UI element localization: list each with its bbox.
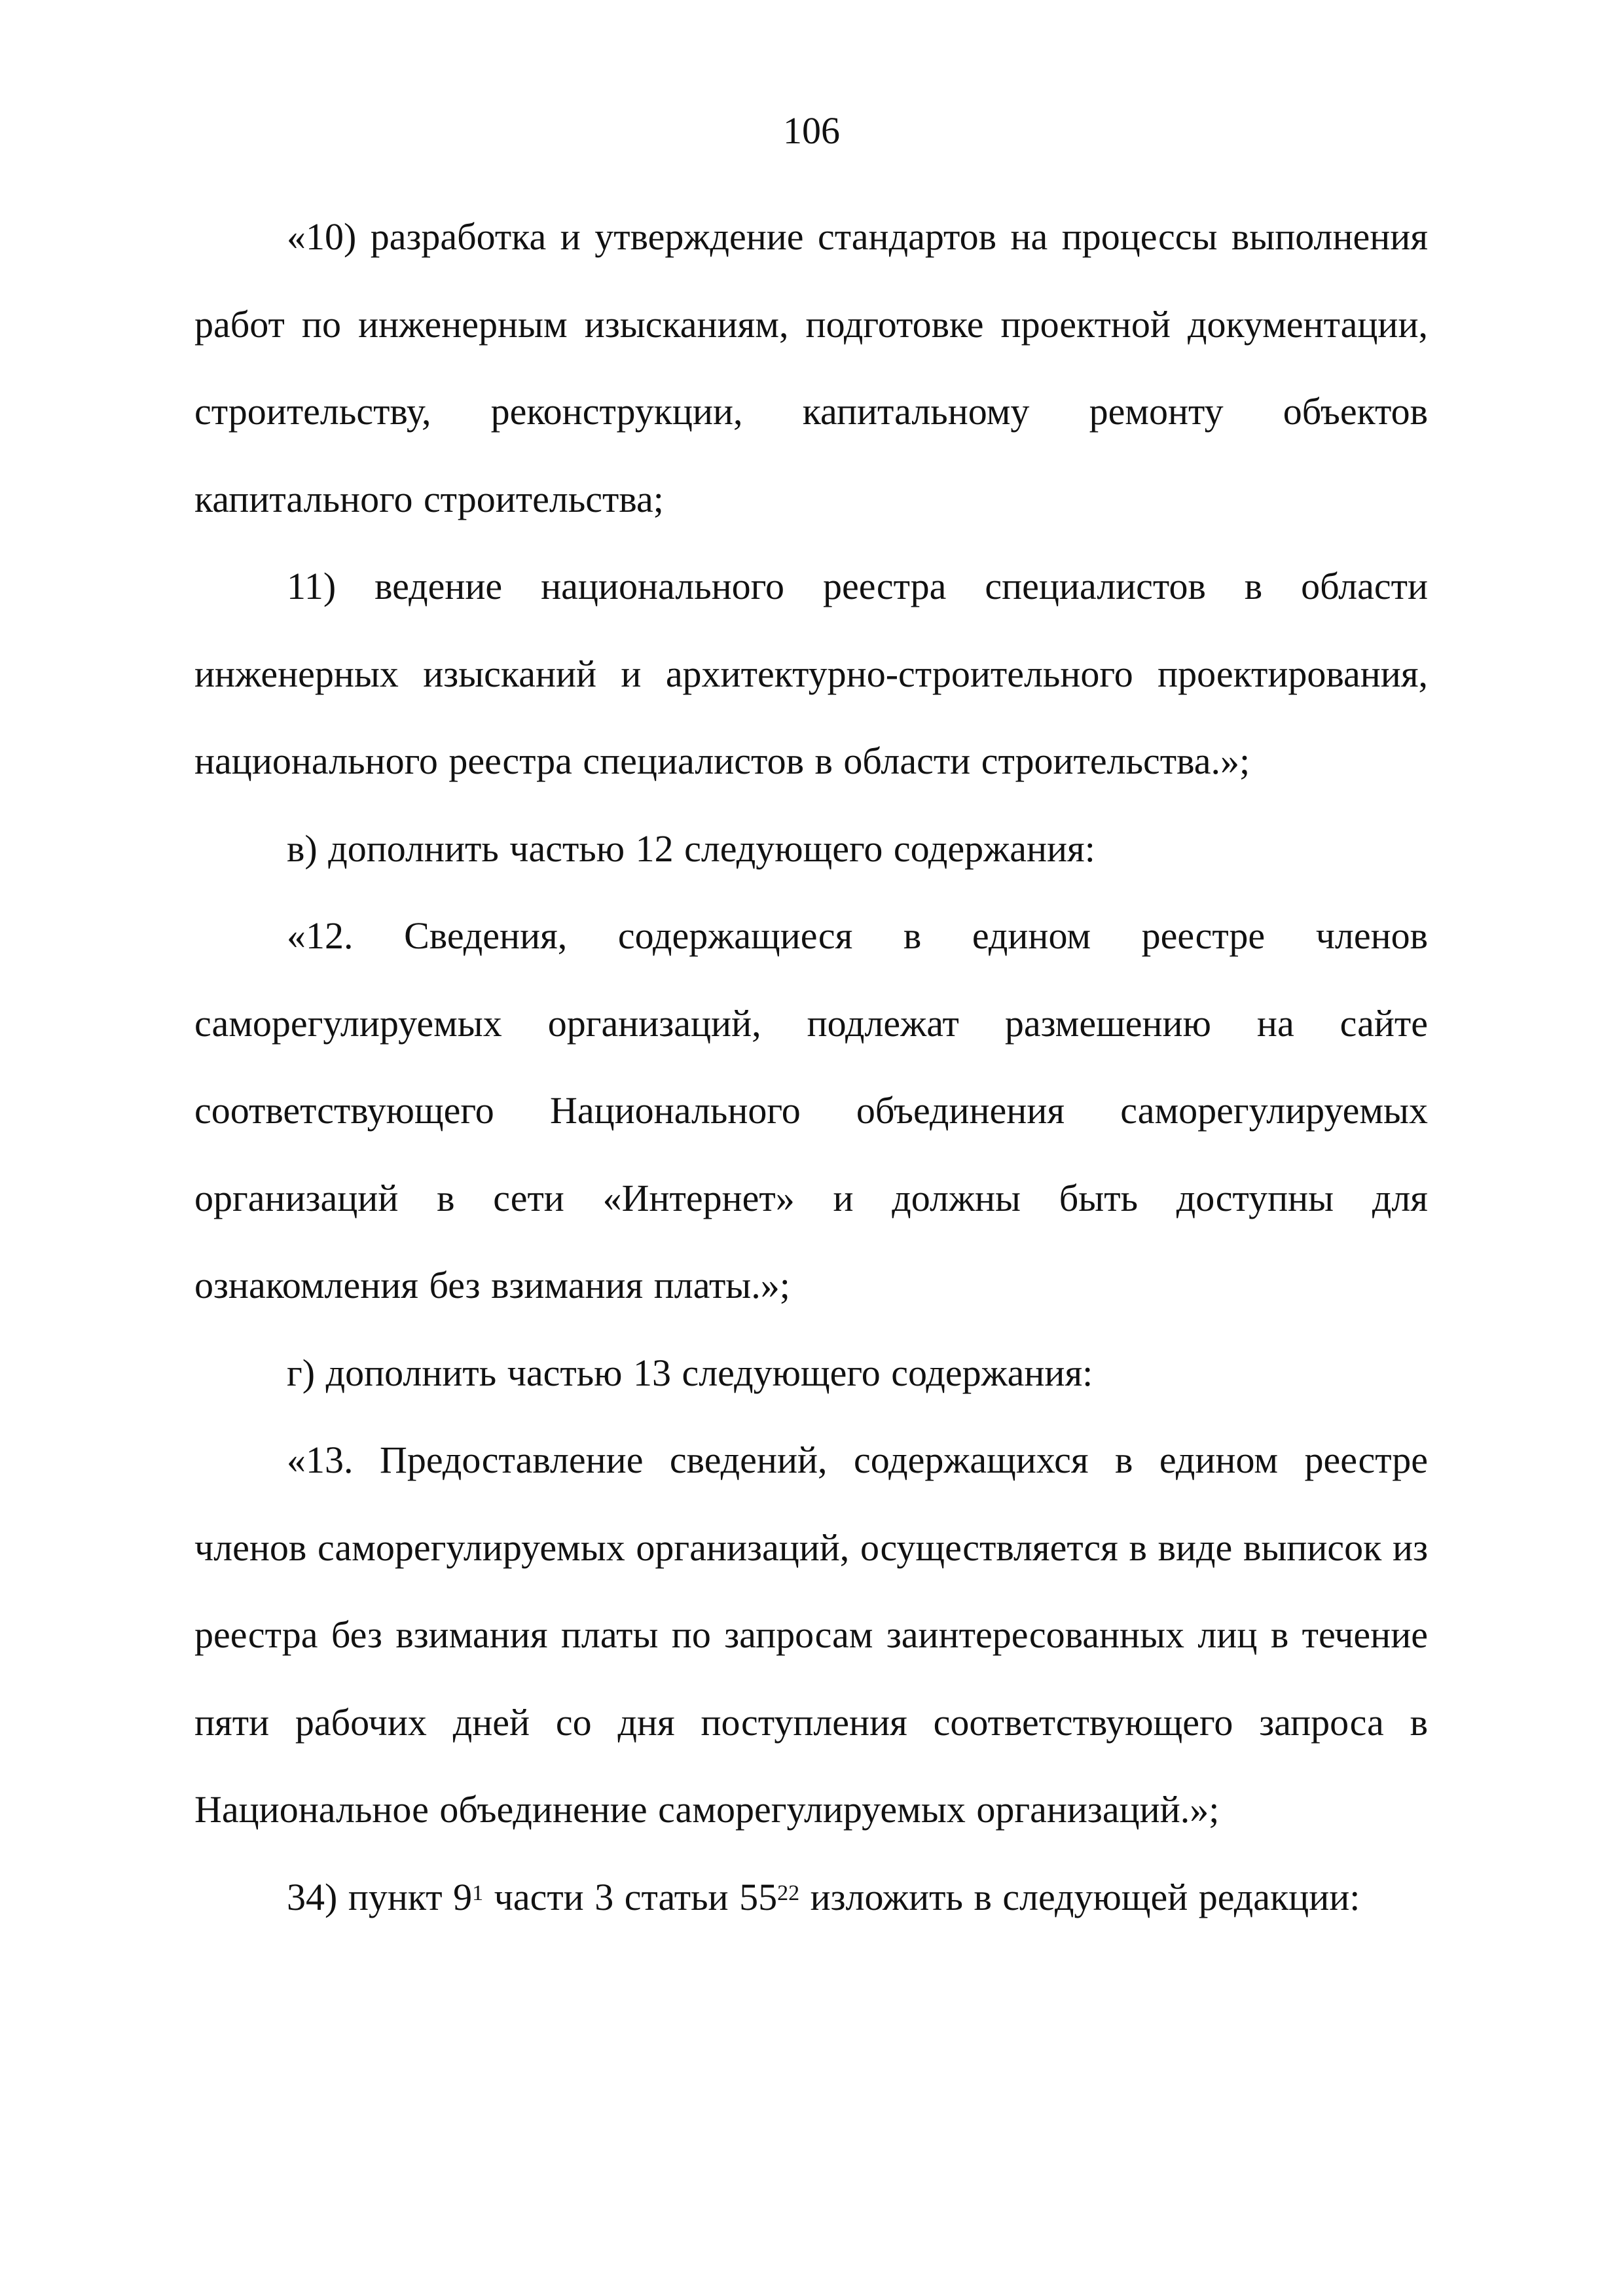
paragraph-item-11: 11) ведение национального реестра специалистов в области инженерных изысканий и архитектурно-строительного проектирования, национального реестра специалистов в области строительства.»; [194, 565, 1428, 782]
superscript-22: 22 [777, 1880, 800, 1905]
superscript-1: 1 [472, 1880, 484, 1905]
page-number: 106 [783, 109, 840, 152]
document-body [194, 193, 1428, 1941]
paragraph-amendment-v: в) дополнить частью 12 следующего содержания: [287, 827, 1095, 870]
paragraph-item-34 [194, 1854, 1428, 1941]
paragraph-item-10: «10) разработка и утверждение стандартов на процессы выполнения работ по инженерным изысканиям, подготовке проектной документации, строительству, реконструкции, капитальному ремонту объектов капитального строительства; [194, 215, 1428, 520]
paragraph-amendment-g: г) дополнить частью 13 следующего содержания: [287, 1351, 1093, 1394]
paragraph-part-12: «12. Сведения, содержащиеся в едином реестре членов саморегулируемых организаций, подлежат размешению на сайте соответствующего Национального объединения саморегулируемых организаций в сети «Интернет» и должны быть доступны для ознакомления без взимания платы.»; [194, 914, 1428, 1306]
paragraph-part-13: «13. Предоставление сведений, содержащихся в едином реестре членов саморегулируемых организаций, осуществляется в виде выписок из реестра без взимания платы по запросам заинтересованных лиц в течение пяти рабочих дней со дня поступления соответствующего запроса в Национальное объединение саморегулируемых организаций.»; [194, 1439, 1428, 1831]
paragraph-item-34-text-2: части 3 статьи 55 [483, 1875, 778, 1918]
paragraph-item-34-text-3: изложить в следующей редакции: [799, 1875, 1360, 1918]
paragraph-item-34-text-1: 34) пункт 9 [287, 1875, 473, 1918]
